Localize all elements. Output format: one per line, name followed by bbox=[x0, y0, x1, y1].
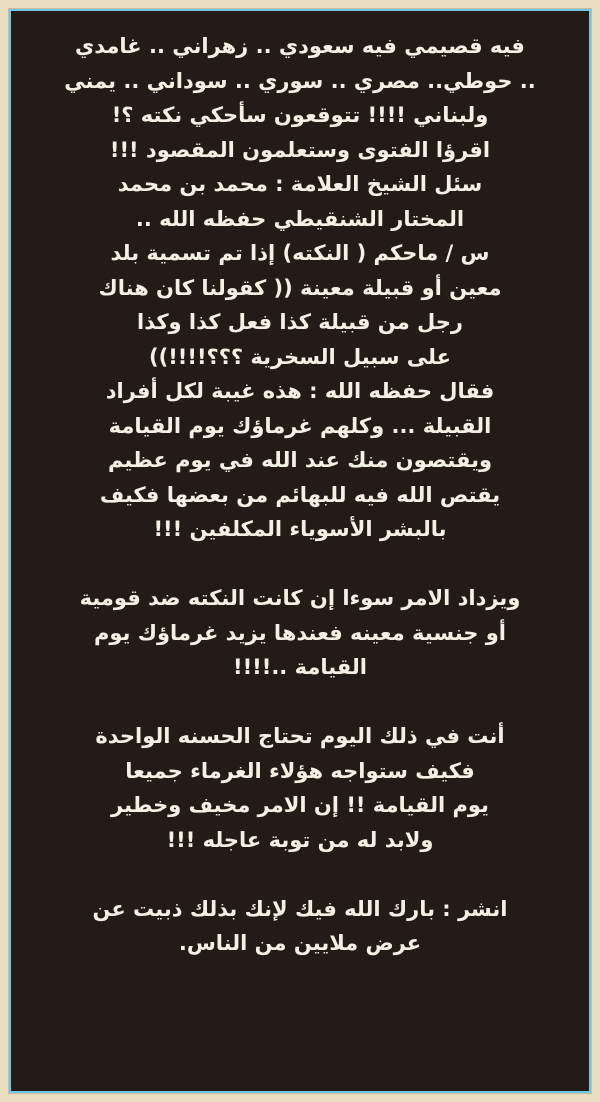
text-line: القيامة ..!!!! bbox=[233, 655, 367, 679]
text-line: س / ماحكم ( النكته) إذا تم تسمية بلد bbox=[110, 241, 490, 265]
text-line: سئل الشيخ العلامة : محمد بن محمد bbox=[117, 172, 483, 196]
text-line: المختار الشنقيطي حفظه الله .. bbox=[135, 206, 465, 231]
text-line: بالبشر الأسوياء المكلفين !!! bbox=[153, 517, 447, 541]
text-line: ويزداد الامر سوءا إن كانت النكته ضد قومية bbox=[79, 586, 521, 610]
text-line: ولبناني !!!! تتوقعون سأحكي نكته ؟! bbox=[111, 103, 489, 127]
text-line: يوم القيامة !! إن الامر مخيف وخطير bbox=[111, 793, 489, 817]
text-line: فقال حفظه الله : هذه غيبة لكل أفراد bbox=[105, 379, 495, 403]
text-line: معين أو قبيلة معينة (( كقولنا كان هناك bbox=[98, 275, 502, 300]
text-line: يقتص الله فيه للبهائم من بعضها فكيف bbox=[99, 482, 501, 507]
paragraph-spacer bbox=[31, 685, 569, 720]
text-line: القبيلة ... وكلهم غرماؤك يوم القيامة bbox=[108, 413, 492, 438]
post-image-frame bbox=[9, 9, 591, 1093]
text-line: فيه قصيمي فيه سعودي .. زهراني .. غامدي bbox=[75, 34, 525, 58]
text-line: على سبيل السخرية ؟؟؟!!!!)) bbox=[149, 344, 451, 369]
text-line: ولابد له من توبة عاجله !!! bbox=[166, 827, 434, 852]
paragraph-spacer bbox=[31, 547, 569, 582]
text-line: أو جنسية معينه فعندها يزيد غرماؤك يوم bbox=[94, 620, 506, 645]
text-line: انشر : بارك الله فيك لإنك بذلك ذبيت عن bbox=[92, 896, 508, 921]
text-line: اقرؤا الفتوى وستعلمون المقصود !!! bbox=[109, 137, 491, 162]
post-text bbox=[31, 29, 569, 961]
text-line: .. حوطي.. مصري .. سوري .. سوداني .. يمني bbox=[64, 68, 536, 93]
text-line: عرض ملايين من الناس. bbox=[178, 931, 422, 955]
text-line: ويقتصون منك عند الله في يوم عظيم bbox=[107, 448, 493, 472]
text-line: رجل من قبيلة كذا فعل كذا وكذا bbox=[137, 310, 463, 334]
paragraph-spacer bbox=[31, 857, 569, 892]
text-line: فكيف ستواجه هؤلاء الغرماء جميعا bbox=[125, 758, 475, 783]
text-line: أنت في ذلك اليوم تحتاج الحسنه الواحدة bbox=[95, 724, 505, 748]
